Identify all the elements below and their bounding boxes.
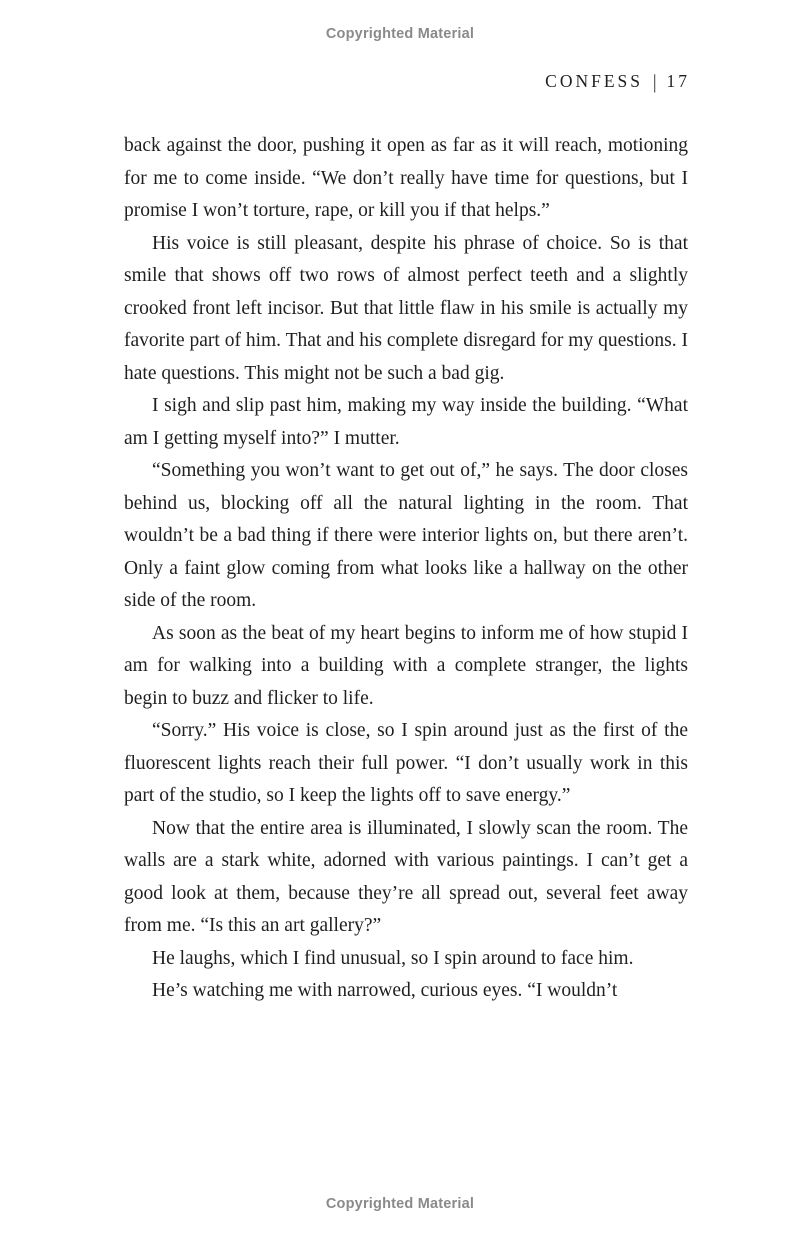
copyright-notice-top: Copyrighted Material <box>325 26 475 42</box>
running-header <box>545 71 690 92</box>
paragraph: “Something you won’t want to get out of,” he says. The door closes behind us, blocking off all the natural lighting in the room. That wouldn’t be a bad thing if there were interior lights on, but there aren’t. Only a faint glow coming from what looks like a hallway on the other side of the room. <box>124 460 688 611</box>
paragraph: I sigh and slip past him, making my way inside the building. “What am I getting myself into?” I mutter. <box>124 395 688 449</box>
header-separator: | <box>652 69 660 93</box>
paragraph: As soon as the beat of my heart begins to inform me of how stupid I am for walking into a building with a complete stranger, the lights begin to buzz and flicker to life. <box>124 622 688 709</box>
book-title: CONFESS <box>545 71 643 91</box>
paragraph: He’s watching me with narrowed, curious eyes. “I wouldn’t <box>152 980 618 1001</box>
paragraph: Now that the entire area is illuminated, I slowly scan the room. The walls are a stark white, adorned with various paintings. I can’t get a good look at them, because they’re all spread out, several feet away from me. “Is this an art gallery?” <box>124 817 688 936</box>
page-number: 17 <box>666 71 690 91</box>
paragraph: He laughs, which I find unusual, so I spin around to face him. <box>152 947 634 969</box>
paragraph: His voice is still pleasant, despite his phrase of choice. So is that smile that shows off two rows of almost perfect teeth and a slightly crooked front left incisor. But that little flaw in his smile is actually my favorite part of him. That and his complete disregard for my questions. I hate questions. This might not be such a bad gig. <box>124 232 688 384</box>
copyright-notice-bottom: Copyrighted Material <box>325 1196 475 1212</box>
paragraph: “Sorry.” His voice is close, so I spin around just as the first of the fluorescent lights reach their full power. “I don’t usually work in this part of the studio, so I keep the lights off to save energy.” <box>124 720 688 806</box>
paragraph: back against the door, pushing it open as far as it will reach, motioning for me to come inside. “We don’t really have time for questions, but I promise I won’t torture, rape, or kill you if that helps.” <box>124 135 688 221</box>
page-body-text <box>124 130 688 1008</box>
